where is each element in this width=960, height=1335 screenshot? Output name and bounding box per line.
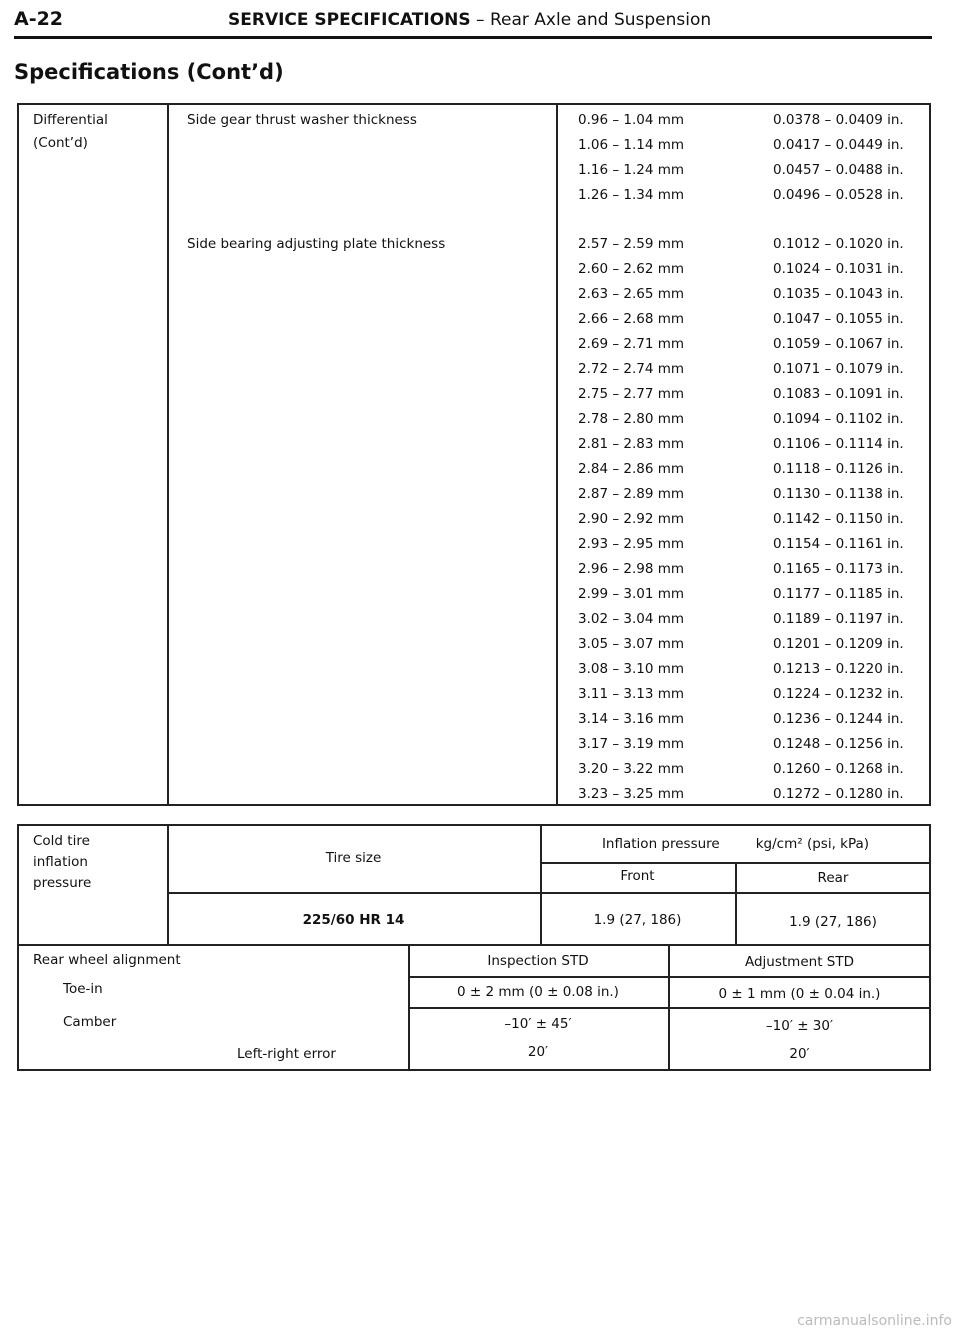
wheel-alignment-table — [17, 944, 931, 1071]
category-line: pressure — [33, 875, 92, 891]
spec-value-mm: 3.08 – 3.10 mm — [578, 661, 685, 677]
spec-value-mm: 0.96 – 1.04 mm — [578, 112, 685, 128]
thrust-washer-label: Side gear thrust washer thickness — [187, 112, 417, 128]
page-header-title — [228, 10, 711, 30]
spec-value-inch: 0.1035 – 0.1043 in. — [773, 286, 904, 302]
table-divider — [540, 862, 929, 864]
inflation-pressure-label: Inflation pressure — [601, 836, 720, 852]
left-right-adjustment: 20′ — [789, 1046, 810, 1062]
page-number: A-22 — [14, 8, 64, 30]
spec-value-inch: 0.1201 – 0.1209 in. — [773, 636, 904, 652]
table-divider — [556, 105, 558, 804]
spec-value-inch: 0.0496 – 0.0528 in. — [773, 187, 904, 203]
spec-value-mm: 3.20 – 3.22 mm — [578, 761, 685, 777]
spec-value-inch: 0.1189 – 0.1197 in. — [773, 611, 904, 627]
category-label — [33, 832, 91, 892]
spec-value-mm: 2.93 – 2.95 mm — [578, 536, 685, 552]
inspection-std-header: Inspection STD — [487, 953, 589, 969]
table-divider — [408, 1007, 929, 1009]
front-header: Front — [620, 868, 655, 884]
camber-inspection: –10′ ± 45′ — [504, 1016, 572, 1032]
inflation-pressure-units: kg/cm² (psi, kPa) — [755, 836, 870, 852]
header-rule — [14, 36, 932, 39]
spec-value-mm: 2.57 – 2.59 mm — [578, 236, 685, 252]
camber-adjustment: –10′ ± 30′ — [765, 1018, 834, 1034]
spec-value-inch: 0.1260 – 0.1268 in. — [773, 761, 904, 777]
rear-pressure-value: 1.9 (27, 186) — [789, 914, 877, 930]
spec-value-mm: 1.16 – 1.24 mm — [578, 162, 685, 178]
spec-value-mm: 2.78 – 2.80 mm — [578, 411, 685, 427]
spec-value-inch: 0.1130 – 0.1138 in. — [773, 486, 904, 502]
spec-value-mm: 2.99 – 3.01 mm — [578, 586, 685, 602]
spec-value-mm: 2.90 – 2.92 mm — [578, 511, 685, 527]
spec-value-mm: 2.69 – 2.71 mm — [578, 336, 685, 352]
spec-value-inch: 0.0457 – 0.0488 in. — [773, 162, 904, 178]
spec-value-mm: 2.96 – 2.98 mm — [578, 561, 685, 577]
spec-value-inch: 0.1012 – 0.1020 in. — [773, 236, 904, 252]
spec-value-inch: 0.1083 – 0.1091 in. — [773, 386, 904, 402]
alignment-title: Rear wheel alignment — [33, 952, 181, 968]
table-divider — [408, 976, 929, 978]
spec-value-mm: 1.06 – 1.14 mm — [578, 137, 685, 153]
spec-value-mm: 3.14 – 3.16 mm — [578, 711, 685, 727]
spec-value-mm: 2.66 – 2.68 mm — [578, 311, 685, 327]
tire-pressure-table — [17, 824, 931, 946]
spec-value-mm: 2.87 – 2.89 mm — [578, 486, 685, 502]
section-title: Specifications (Cont’d) — [14, 60, 284, 84]
spec-value-mm: 3.17 – 3.19 mm — [578, 736, 685, 752]
spec-value-inch: 0.1071 – 0.1079 in. — [773, 361, 904, 377]
toe-in-adjustment: 0 ± 1 mm (0 ± 0.04 in.) — [718, 986, 881, 1002]
spec-value-inch: 0.1272 – 0.1280 in. — [773, 786, 904, 802]
left-right-inspection: 20′ — [527, 1044, 549, 1060]
inflation-pressure-header — [540, 836, 931, 852]
left-right-error-label: Left-right error — [237, 1046, 336, 1062]
table-divider — [167, 105, 169, 804]
spec-value-mm: 2.75 – 2.77 mm — [578, 386, 685, 402]
spec-value-mm: 3.23 – 3.25 mm — [578, 786, 685, 802]
differential-spec-table — [17, 103, 931, 806]
category-line: Differential — [33, 112, 108, 128]
spec-value-inch: 0.0417 – 0.0449 in. — [773, 137, 904, 153]
category-line: Cold tire — [33, 833, 90, 849]
spec-value-mm: 3.02 – 3.04 mm — [578, 611, 685, 627]
tire-size-header: Tire size — [325, 850, 382, 866]
rear-header: Rear — [817, 870, 849, 886]
camber-label: Camber — [63, 1014, 117, 1030]
toe-in-inspection: 0 ± 2 mm (0 ± 0.08 in.) — [457, 984, 619, 1000]
table-divider — [167, 892, 929, 894]
spec-value-mm: 3.11 – 3.13 mm — [578, 686, 685, 702]
spec-value-inch: 0.1165 – 0.1173 in. — [773, 561, 904, 577]
spec-value-inch: 0.1094 – 0.1102 in. — [773, 411, 904, 427]
spec-value-inch: 0.0378 – 0.0409 in. — [773, 112, 904, 128]
spec-value-inch: 0.1118 – 0.1126 in. — [773, 461, 904, 477]
spec-value-mm: 2.72 – 2.74 mm — [578, 361, 685, 377]
spec-value-inch: 0.1024 – 0.1031 in. — [773, 261, 904, 277]
category-line: inflation — [33, 854, 88, 870]
spec-value-inch: 0.1154 – 0.1161 in. — [773, 536, 904, 552]
spec-value-inch: 0.1142 – 0.1150 in. — [773, 511, 904, 527]
spec-value-inch: 0.1213 – 0.1220 in. — [773, 661, 904, 677]
spec-value-mm: 3.05 – 3.07 mm — [578, 636, 685, 652]
spec-value-inch: 0.1177 – 0.1185 in. — [773, 586, 904, 602]
spec-value-inch: 0.1236 – 0.1244 in. — [773, 711, 904, 727]
spec-value-mm: 2.60 – 2.62 mm — [578, 261, 685, 277]
spec-value-inch: 0.1106 – 0.1114 in. — [773, 436, 904, 452]
watermark: carmanualsonline.info — [797, 1313, 952, 1329]
header-title-main: SERVICE SPECIFICATIONS — [228, 10, 471, 30]
spec-value-mm: 1.26 – 1.34 mm — [578, 187, 685, 203]
spec-value-inch: 0.1059 – 0.1067 in. — [773, 336, 904, 352]
category-label — [33, 111, 108, 152]
adjusting-plate-label: Side bearing adjusting plate thickness — [187, 236, 446, 252]
spec-value-inch: 0.1248 – 0.1256 in. — [773, 736, 904, 752]
spec-value-mm: 2.63 – 2.65 mm — [578, 286, 685, 302]
spec-value-mm: 2.84 – 2.86 mm — [578, 461, 685, 477]
tire-size-value: 225/60 HR 14 — [302, 912, 405, 928]
category-line: (Cont’d) — [33, 135, 88, 151]
adjustment-std-header: Adjustment STD — [744, 954, 854, 970]
spec-value-inch: 0.1047 – 0.1055 in. — [773, 311, 904, 327]
toe-in-label: Toe-in — [63, 981, 103, 997]
spec-value-mm: 2.81 – 2.83 mm — [578, 436, 685, 452]
header-title-sub: – Rear Axle and Suspension — [470, 10, 712, 30]
spec-value-inch: 0.1224 – 0.1232 in. — [773, 686, 904, 702]
front-pressure-value: 1.9 (27, 186) — [593, 912, 682, 928]
